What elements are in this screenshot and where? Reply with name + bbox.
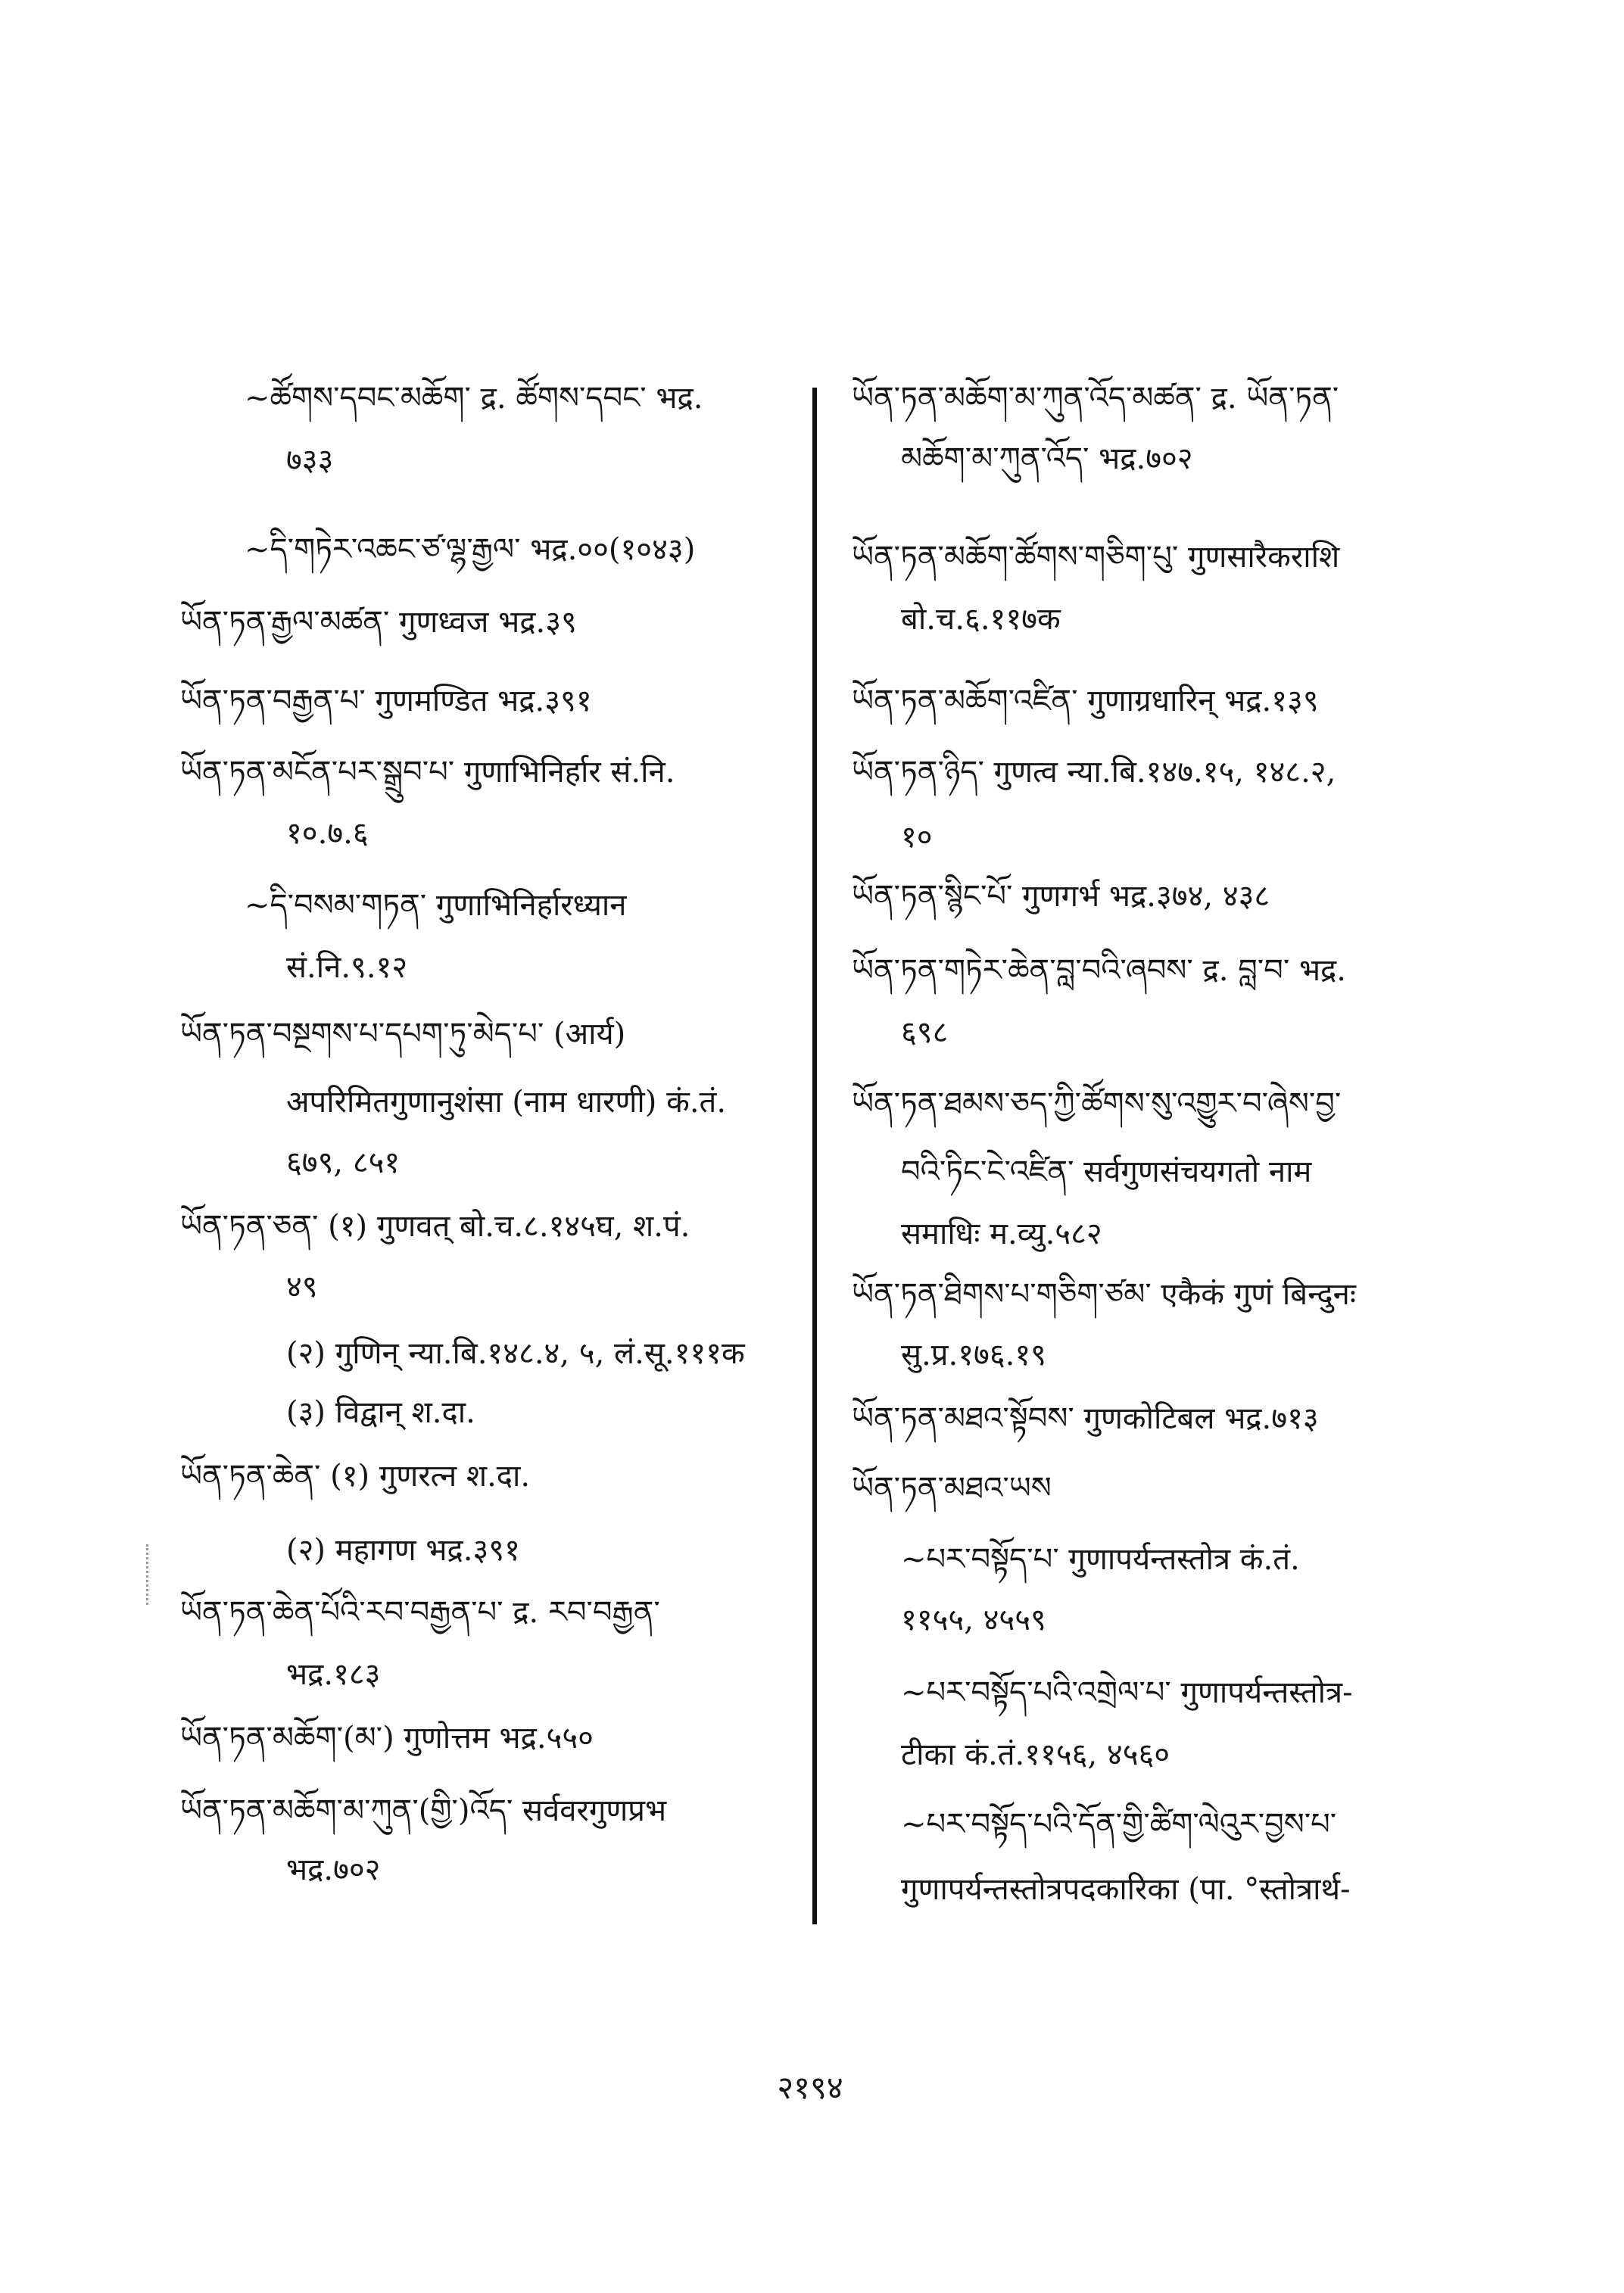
entry-line: ~པར་བསྟོད་པའི་འགྲེལ་པ་ गुणापर्यन्तस्तोत्र- — [901, 1675, 1353, 1710]
entry-line: ཡོན་ཏན་ཆེན་པོའི་རབ་བརྒྱན་པ་ द्र. རབ་བརྒྱན་ — [180, 1595, 660, 1630]
page-number: २१९४ — [777, 2069, 843, 2106]
entry-line: १० — [901, 820, 933, 855]
entry-line: भद्र.१८३ — [286, 1657, 381, 1692]
entry-line: ~དི་བསམ་གཏན་ गुणाभिनिर्हारध्यान — [245, 888, 627, 923]
entry-line: अपरिमितगुणानुशंसा (नाम धारणी) कं.तं. — [286, 1085, 727, 1120]
entry-line: ~པར་བསྟོད་པའི་དོན་གྱི་ཚིག་ལེའུར་བྱས་པ་ — [901, 1807, 1337, 1842]
entry-line: ཡོན་ཏན་ཅན་ (१) गुणवत् बो.च.८.१४५घ, श.पं. — [180, 1209, 690, 1244]
entry-line: १०.७.६ — [286, 816, 369, 851]
entry-line: ཡོན་ཏན་ཉིད་ गुणत्व न्या.बि.१४७.१५, १४८.२, — [852, 755, 1336, 790]
entry-line: ཡོན་ཏན་ཐིགས་པ་གཅིག་ཙམ་ एकैकं गुणं बिन्दुनः — [852, 1277, 1356, 1312]
entry-line: ཡོན་ཏན་མཆོག་མ་ཀུན་(གྱི་)འོད་ सर्ववरगुणप्रभ — [180, 1793, 667, 1828]
entry-line: ཡོན་ཏན་གཏེར་ཆེན་བླ་བའི་ཞབས་ द्र. བླ་བ་ भद्र. — [852, 953, 1347, 988]
entry-line: ~དི་གཏེར་འཆང་ཙ་ལྷ་རྒྱལ་ भद्र.००(१०४३) — [245, 532, 696, 567]
entry-line: ཡོན་ཏན་སྙིང་པོ་ गुणगर्भ भद्र.३७४, ४३८ — [852, 879, 1270, 914]
entry-line: ६७९, ८५१ — [286, 1145, 401, 1180]
entry-line: ཡོན་ཏན་མཐའ་སྟོབས་ गुणकोटिबल भद्र.७१३ — [852, 1401, 1319, 1436]
entry-line: सं.नि.९.१२ — [286, 950, 408, 985]
entry-line: ७३३ — [286, 443, 334, 478]
entry-line: टीका कं.तं.११५६, ४५६० — [901, 1737, 1170, 1772]
entry-line: ཡོན་ཏན་མཆོག་(མ་) गुणोत्तम भद्र.५५० — [180, 1721, 594, 1756]
entry-line: མཆོག་མ་ཀུན་འོད་ भद्र.७०२ — [901, 441, 1193, 476]
entry-line: ~ཚོགས་དབང་མཆོག་ द्र. ཚོགས་དབང་ भद्र. — [245, 381, 703, 416]
entry-line: ཡོན་ཏན་ཆེན་ (१) गुणरत्न श.दा. — [180, 1459, 531, 1494]
entry-line: ཡོན་ཏན་མཐའ་ཡས — [852, 1471, 1052, 1506]
entry-line: बो.च.६.११७क — [901, 602, 1061, 637]
entry-line: (२) गुणिन् न्या.बि.१४८.४, ५, लं.सू.१११क — [286, 1336, 745, 1371]
entry-line: ཡོན་ཏན་མཆོག་འཛིན་ गुणाग्रधारिन् भद्र.१३९ — [852, 684, 1319, 718]
entry-line: समाधिः म.व्यु.५८२ — [901, 1217, 1102, 1251]
entry-line: ४९ — [286, 1270, 318, 1304]
margin-mark — [146, 1544, 148, 1605]
entry-line: ~པར་བསྟོད་པ་ गुणापर्यन्तस्तोत्र कं.तं. — [901, 1542, 1300, 1577]
entry-line: ६९८ — [901, 1015, 949, 1050]
entry-line: गुणापर्यन्तस्तोत्रपदकारिका (पा. °स्तोत्रार्थ- — [901, 1872, 1351, 1907]
column-divider — [812, 388, 817, 1924]
entry-line: ཡོན་ཏན་མངོན་པར་སྒྲུབ་པ་ गुणाभिनिर्हार सं.नि. — [180, 755, 675, 790]
entry-line: ཡོན་ཏན་བསྔགས་པ་དཔག་ཏུ་མེད་པ་ (आर्य) — [180, 1017, 626, 1051]
entry-line: ཡོན་ཏན་མཆོག་མ་ཀུན་འོད་མཚན་ द्र. ཡོན་ཏན་ — [852, 381, 1339, 416]
entry-line: ཡོན་ཏན་མཆོག་ཚོགས་གཅིག་པུ་ गुणसारैकराशि — [852, 540, 1340, 575]
entry-line: ཡོན་ཏན་རྒྱལ་མཚན་ गुणध्वज भद्र.३९ — [180, 605, 577, 640]
entry-line: ཡོན་ཏན་བརྒྱན་པ་ गुणमण्डित भद्र.३९१ — [180, 684, 592, 718]
entry-line: सु.प्र.१७६.१९ — [901, 1338, 1046, 1372]
entry-line: (२) महागण भद्र.३९१ — [286, 1533, 520, 1568]
entry-line: भद्र.७०२ — [286, 1852, 381, 1887]
entry-line: (३) विद्वान् श.दा. — [286, 1395, 475, 1430]
entry-line: བའི་ཏིང་ངེ་འཛིན་ सर्वगुणसंचयगतो नाम — [901, 1154, 1312, 1189]
entry-line: ཡོན་ཏན་ཐམས་ཅད་ཀྱི་ཚོགས་སུ་འགྱུར་བ་ཞེས་བྱ་ — [852, 1086, 1342, 1121]
entry-line: ११५५, ४५५९ — [901, 1603, 1046, 1637]
